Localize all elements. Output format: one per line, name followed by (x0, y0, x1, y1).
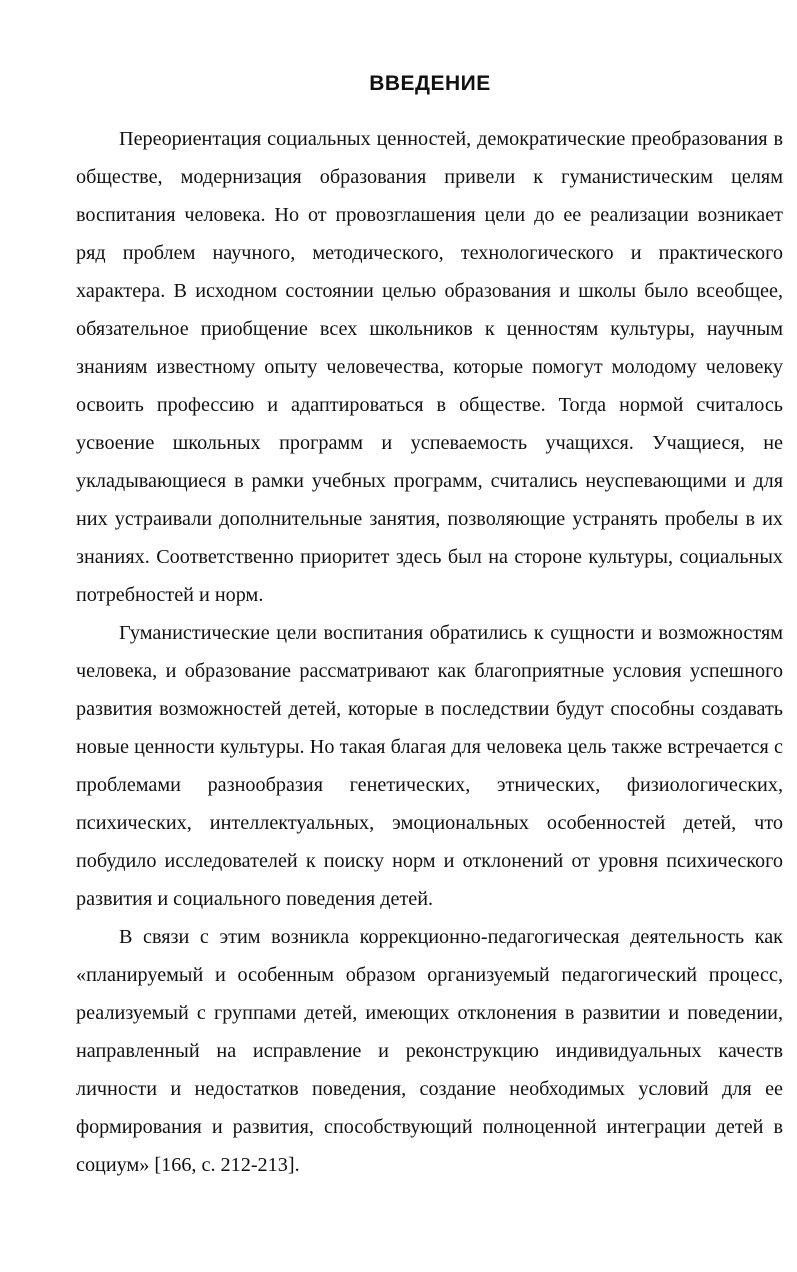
paragraph-3: В связи с этим возникла коррекционно-педагогическая деятельность как «планируемый и особенным образом организуемый педагогический процесс, реализуемый с группами детей, имеющих отклонения в развитии и поведении, направленный на исправление и реконструкцию индивидуальных качеств личности и недостатков поведения, создание необходимых условий для ее формирования и развития, способствующий полноценной интеграции детей в социум» [166, с. 212-213]. (76, 926, 783, 1176)
page-title: ВВЕДЕНИЕ (369, 72, 491, 95)
paragraph-1: Переориентация социальных ценностей, демократические преобразования в обществе, модернизация образования привели к гуманистическим целям воспитания человека. Но от провозглашения цели до ее реализации возникает ряд проблем научного, методического, технологического и практического характера. В исходном состоянии целью образования и школы было всеобщее, обязательное приобщение всех школьников к ценностям культуры, научным знаниям известному опыту человечества, которые помогут молодому человеку освоить профессию и адаптироваться в обществе. Тогда нормой считалось усвоение школьных программ и успеваемость учащихся. Учащиеся, не укладывающиеся в рамки учебных программ, считались неуспевающими и для них устраивали дополнительные занятия, позволяющие устранять пробелы в их знаниях. Соответственно приоритет здесь был на стороне культуры, социальных потребностей и норм. (76, 128, 783, 606)
body-text (76, 120, 783, 1184)
paragraph-2: Гуманистические цели воспитания обратились к сущности и возможностям человека, и образование рассматривают как благоприятные условия успешного развития возможностей детей, которые в последствии будут способны создавать новые ценности культуры. Но такая благая для человека цель также встречается с проблемами разнообразия генетических, этнических, физиологических, психических, интеллектуальных, эмоциональных особенностей детей, что побудило исследователей к поиску норм и отклонений от уровня психического развития и социального поведения детей. (76, 622, 783, 910)
